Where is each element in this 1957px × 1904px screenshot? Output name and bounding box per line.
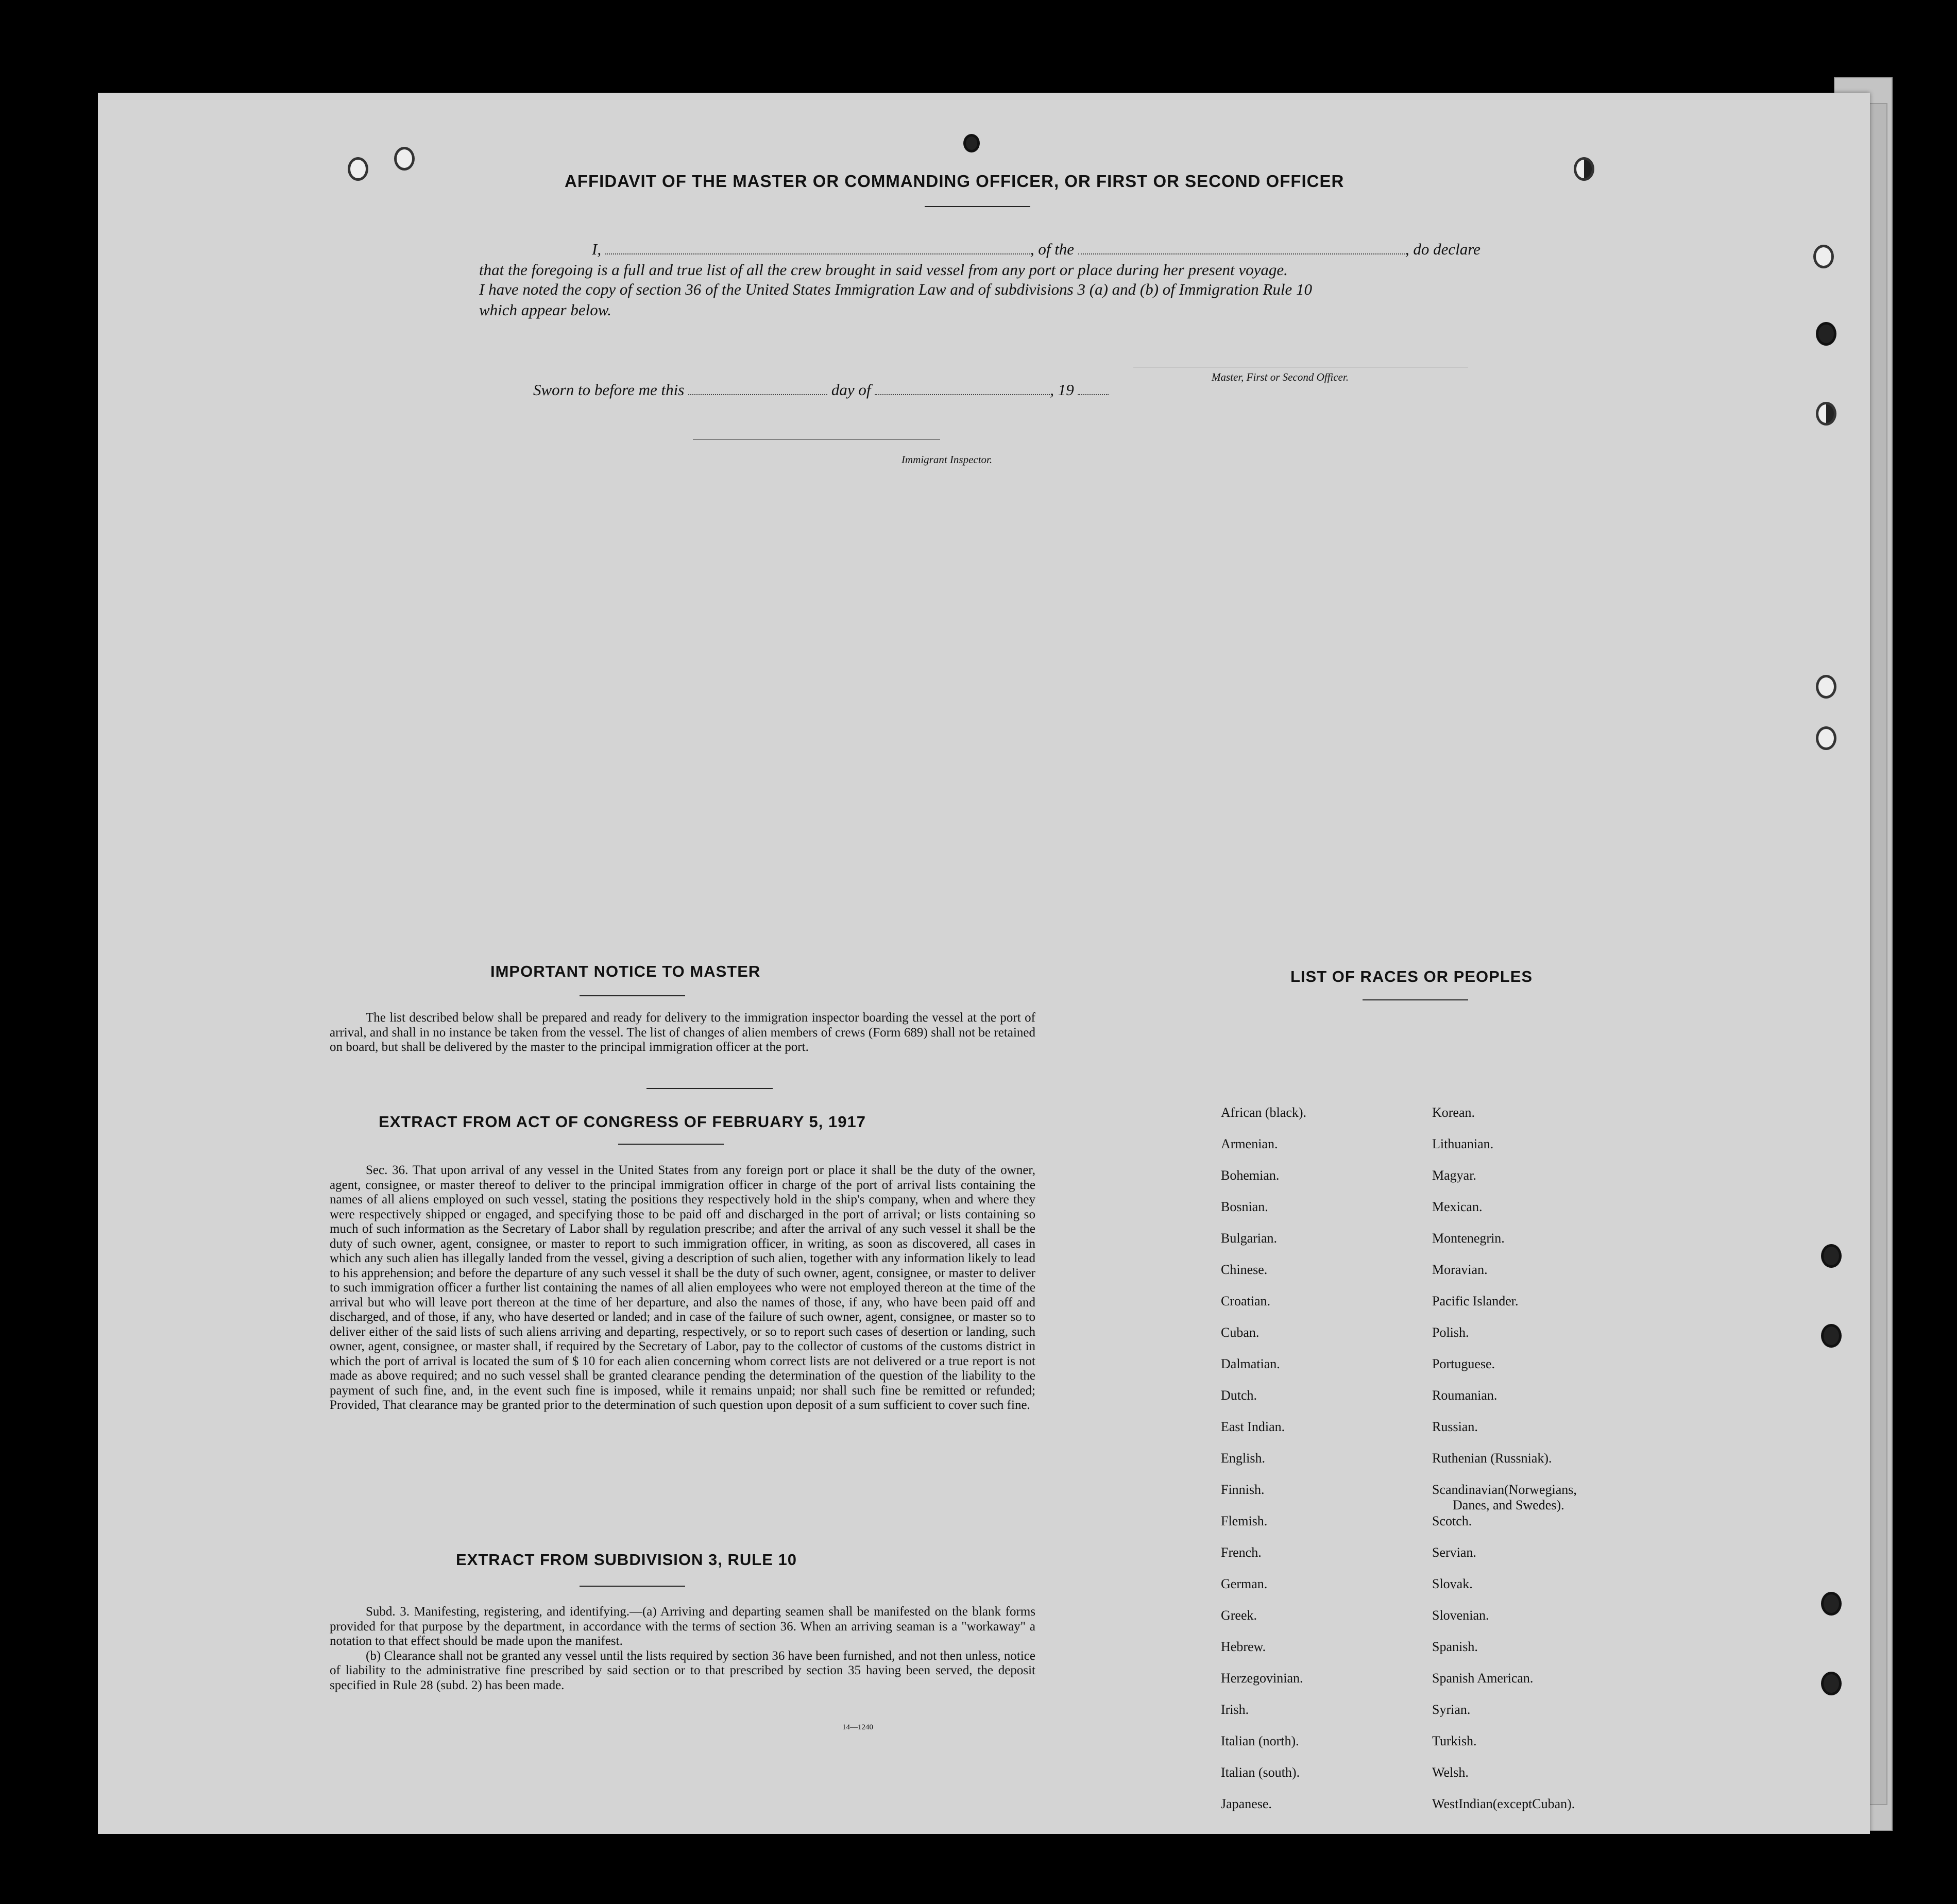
punch-hole — [1816, 322, 1836, 346]
race-item: Scotch. — [1432, 1514, 1472, 1528]
section-36-paragraph: Sec. 36. That upon arrival of any vessel in the United States from any foreign port or place it shall be the duty of the owner, agent, consignee, or master thereof to deliver to the principal immigration officer in charge of the port of arrival lists containing the names of all aliens employed on such vessel, stating the positions they respectively hold in the ship's company, when and where they were respectively shipped or engaged, and specifying those to be paid off and discharged in the port of arrival; or lists containing so much of such information as the Secretary of Labor shall by regulation prescribe; and after the arrival of any such vessel it shall be the duty of such owner, agent, consignee, or master to report to such immigration officer, in writing, as soon as discovered, all cases in which any such alien has illegally landed from the vessel, giving a description of such alien, together with any information likely to lead to his apprehension; and before the departure of any such vessel it shall be the duty of such owner, agent, consignee, or master to deliver to such immigration officer a further list containing the names of all alien employees who were not employed thereon at the time of the arrival but who will leave port thereon at the time of her departure, and also the names of those, if any, who have been paid off and discharged, and of those, if any, who have deserted or landed; and in case of the failure of such owner, agent, consignee, or master so to deliver either of the said lists of such aliens arriving and departing, respectively, or so to report such cases of desertion or landing, such owner, agent, consignee, or master shall, if required by the Secretary of Labor, pay to the collector of customs of the customs district in which the port of arrival is located the sum of $ 10 for each alien concerning whom correct lists are not delivered or a true report is not made as above required; and no such vessel shall be granted clearance pending the determination of the question of the liability to the payment of such fine, and, in the event such fine is imposed, while it remains unpaid; nor shall such fine be remitted or refunded; Provided, That clearance may be granted prior to the determination of such question upon deposit of a sum sufficient to cover such fine. — [330, 1163, 1035, 1412]
name-blank-field[interactable] — [605, 240, 1030, 254]
race-item: Herzegovinian. — [1221, 1671, 1303, 1686]
race-item: Italian (north). — [1221, 1733, 1299, 1748]
sworn-prefix: Sworn to before me this — [533, 381, 685, 399]
punch-hole — [348, 157, 368, 181]
race-item: African (black). — [1221, 1105, 1307, 1120]
punch-hole — [1813, 245, 1834, 268]
race-item: Spanish American. — [1432, 1671, 1534, 1686]
race-item: Russian. — [1432, 1419, 1478, 1434]
extract-act-title: EXTRACT FROM ACT OF CONGRESS OF FEBRUARY 5, 1917 — [379, 1113, 866, 1131]
race-item: Korean. — [1432, 1105, 1475, 1120]
divider — [1363, 999, 1468, 1000]
affidavit-prefix: I, — [592, 240, 602, 258]
affidavit-line-1 — [535, 238, 1480, 261]
affidavit-title: AFFIDAVIT OF THE MASTER OR COMMANDING OFFICER, OR FIRST OR SECOND OFFICER — [565, 172, 1345, 191]
subdivision-b-paragraph: (b) Clearance shall not be granted any vessel until the lists required by section 36 have been furnished, and not then unless, notice of liability to the administrative fine prescribed by said section or to that prescribed by section 35 having been served, the deposit specified in Rule 28 (subd. 2) has been made. — [330, 1648, 1035, 1692]
divider — [646, 1088, 773, 1089]
race-item: Roumanian. — [1432, 1388, 1497, 1403]
race-item: Polish. — [1432, 1325, 1469, 1340]
race-item-multiline — [1432, 1482, 1577, 1514]
affidavit-line-4: which appear below. — [479, 301, 611, 319]
race-item: Slovenian. — [1432, 1608, 1489, 1623]
punch-hole — [1816, 726, 1836, 750]
race-item: German. — [1221, 1576, 1268, 1591]
race-item: Japanese. — [1221, 1796, 1272, 1811]
race-item: Ruthenian (Russniak). — [1432, 1451, 1552, 1466]
race-item: Turkish. — [1432, 1733, 1477, 1748]
race-item: WestIndian(exceptCuban). — [1432, 1796, 1575, 1811]
race-item: Croatian. — [1221, 1294, 1271, 1308]
race-item: Pacific Islander. — [1432, 1294, 1519, 1308]
punch-hole — [1821, 1244, 1842, 1268]
affidavit-line-2: that the foregoing is a full and true list of all the crew brought in said vessel from any port or place during her present voyage. — [479, 261, 1288, 279]
divider — [580, 1586, 685, 1587]
race-item: Finnish. — [1221, 1482, 1265, 1497]
punch-hole — [1816, 675, 1836, 699]
race-item: French. — [1221, 1545, 1262, 1560]
race-item: Welsh. — [1432, 1765, 1469, 1780]
race-item: Italian (south). — [1221, 1765, 1300, 1780]
divider — [580, 995, 685, 996]
race-item: Bosnian. — [1221, 1199, 1268, 1214]
race-item-continuation: Danes, and Swedes). — [1453, 1498, 1564, 1512]
affidavit-suffix: , do declare — [1405, 240, 1480, 258]
race-item: Slovak. — [1432, 1576, 1473, 1591]
punch-hole — [1574, 157, 1594, 181]
sworn-day-of: day of — [831, 381, 871, 399]
divider — [618, 1144, 724, 1145]
race-item: Irish. — [1221, 1702, 1249, 1717]
races-right-column — [1432, 1105, 1577, 1828]
race-item: Cuban. — [1221, 1325, 1260, 1340]
race-item: Hebrew. — [1221, 1639, 1266, 1654]
divider — [925, 206, 1030, 207]
vessel-blank-field[interactable] — [1078, 240, 1405, 254]
extract-rule-title: EXTRACT FROM SUBDIVISION 3, RULE 10 — [456, 1551, 797, 1569]
race-item: Dalmatian. — [1221, 1356, 1280, 1371]
signature-caption: Master, First or Second Officer. — [1212, 371, 1349, 383]
race-item: Magyar. — [1432, 1168, 1476, 1183]
races-title: LIST OF RACES OR PEOPLES — [1290, 967, 1533, 985]
sworn-line — [533, 379, 1109, 401]
extract-rule-text — [330, 1605, 1035, 1693]
affidavit-mid: , of the — [1030, 240, 1075, 258]
race-item: Dutch. — [1221, 1388, 1257, 1403]
race-item: Armenian. — [1221, 1136, 1278, 1151]
race-item: Mexican. — [1432, 1199, 1483, 1214]
punch-hole — [1816, 402, 1836, 426]
race-item: Spanish. — [1432, 1639, 1478, 1654]
document-page — [98, 93, 1870, 1834]
punch-hole — [1821, 1324, 1842, 1348]
race-item: Moravian. — [1432, 1262, 1488, 1277]
punch-hole — [963, 134, 980, 152]
subdivision-a-paragraph: Subd. 3. Manifesting, registering, and identifying.—(a) Arriving and departing seamen shall be manifested on the blank forms provided for that purpose by the department, in accordance with the terms of section 36. When an arriving seaman is a "workaway" a notation to that effect should be made upon the manifest. — [330, 1605, 1035, 1648]
race-item: Servian. — [1432, 1545, 1476, 1560]
punch-hole — [1821, 1592, 1842, 1616]
punch-hole — [1821, 1672, 1842, 1695]
year-blank-field[interactable] — [1078, 381, 1109, 395]
race-item: English. — [1221, 1451, 1265, 1466]
race-item: Scandinavian(Norwegians, — [1432, 1482, 1577, 1497]
race-item: East Indian. — [1221, 1419, 1285, 1434]
sworn-year: , 19 — [1050, 381, 1074, 399]
race-item: Lithuanian. — [1432, 1136, 1494, 1151]
race-item: Flemish. — [1221, 1514, 1268, 1528]
notice-paragraph: The list described below shall be prepared and ready for delivery to the immigration inspector boarding the vessel at the port of arrival, and shall in no instance be taken from the vessel. The list of changes of alien members of crews (Form 689) shall not be retained on board, but shall be delivered by the master to the principal immigration officer at the port. — [330, 1011, 1035, 1054]
race-item: Bohemian. — [1221, 1168, 1280, 1183]
notice-title: IMPORTANT NOTICE TO MASTER — [490, 962, 761, 980]
race-item: Bulgarian. — [1221, 1231, 1278, 1246]
notice-text — [330, 1011, 1035, 1055]
race-item: Syrian. — [1432, 1702, 1471, 1717]
inspector-caption: Immigrant Inspector. — [901, 453, 993, 466]
extract-act-text — [330, 1163, 1035, 1413]
race-item: Portuguese. — [1432, 1356, 1495, 1371]
race-item: Greek. — [1221, 1608, 1257, 1623]
affidavit-line-3: I have noted the copy of section 36 of the United States Immigration Law and of subdivisions 3 (a) and (b) of Immigration Rule 10 — [479, 280, 1312, 298]
punch-hole — [394, 147, 415, 171]
races-left-column — [1221, 1105, 1306, 1828]
day-blank-field[interactable] — [688, 381, 827, 395]
race-item: Chinese. — [1221, 1262, 1268, 1277]
month-blank-field[interactable] — [875, 381, 1050, 395]
form-number: 14—1240 — [842, 1723, 873, 1731]
race-item: Montenegrin. — [1432, 1231, 1505, 1246]
inspector-signature-line[interactable] — [693, 439, 940, 440]
